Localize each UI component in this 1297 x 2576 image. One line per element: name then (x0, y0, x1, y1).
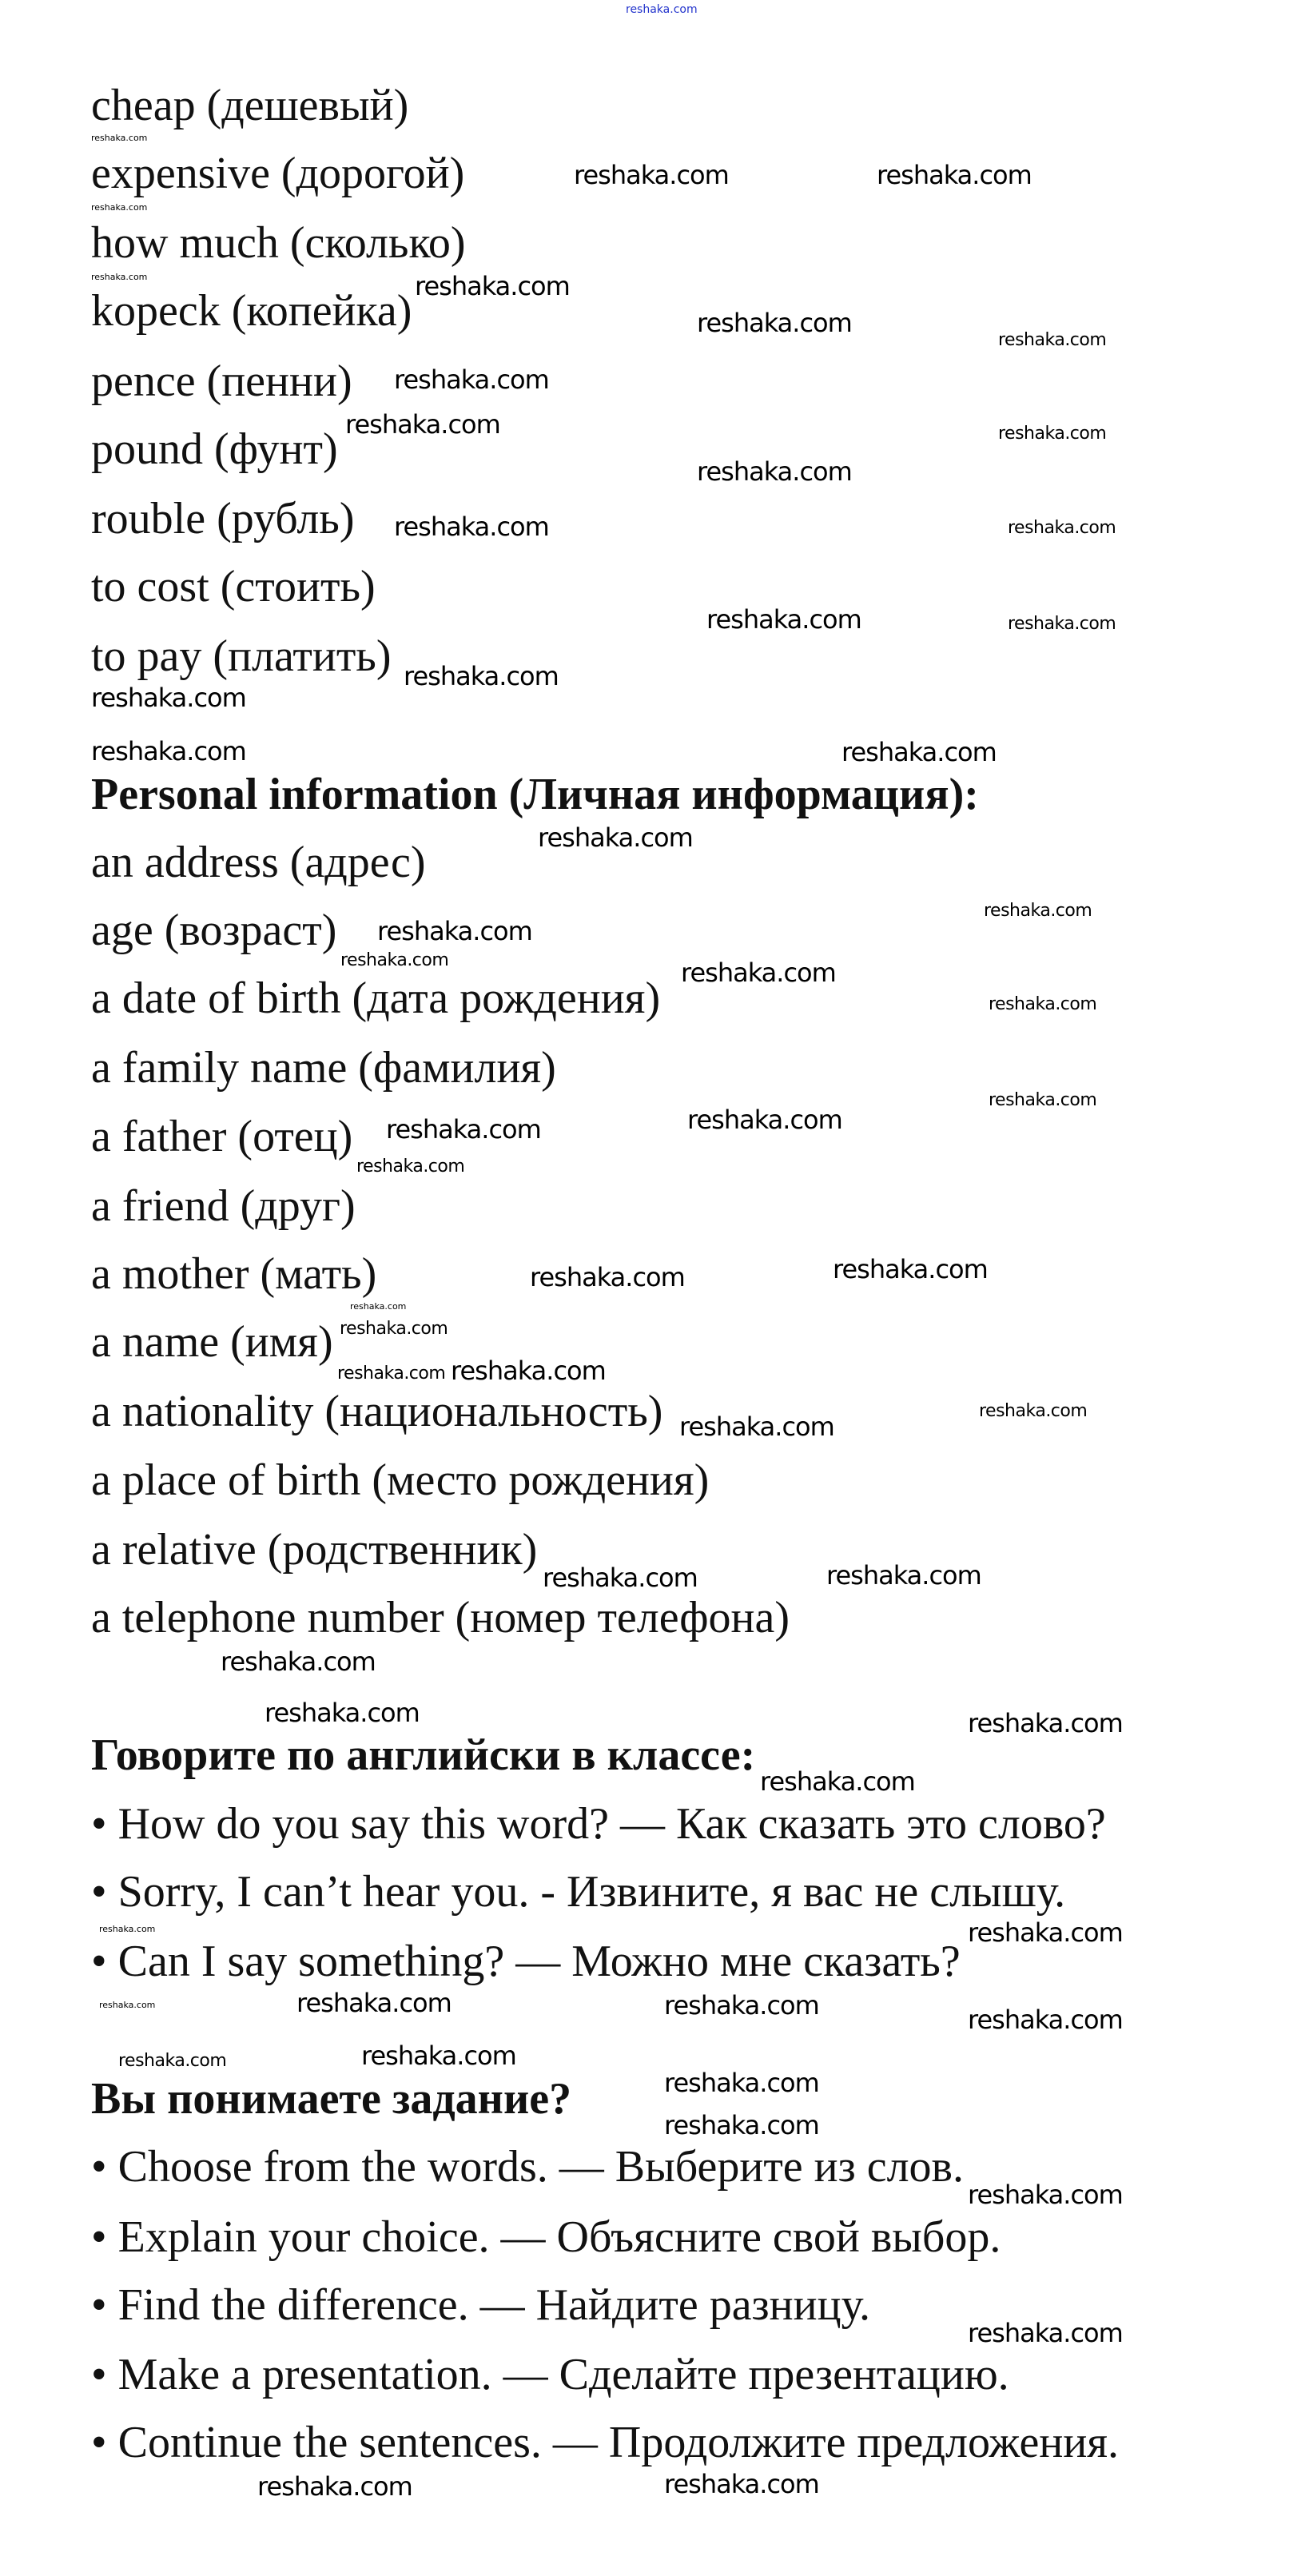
watermark: reshaka.com (679, 1411, 834, 1442)
vocab-item: an address (адрес) (91, 838, 426, 887)
phrase-item: • Find the difference. — Найдите разницу. (91, 2280, 870, 2330)
watermark: reshaka.com (841, 737, 997, 767)
watermark: reshaka.com (350, 1301, 407, 1312)
watermark: reshaka.com (984, 901, 1092, 921)
phrase-item: • Make a presentation. — Сделайте презентацию. (91, 2350, 1009, 2399)
vocab-item: to pay (платить) (91, 631, 392, 681)
vocab-item: a name (имя) (91, 1317, 333, 1367)
vocab-item: a nationality (национальность) (91, 1387, 663, 1436)
watermark: reshaka.com (337, 1364, 446, 1384)
watermark: reshaka.com (697, 456, 852, 487)
section-heading-speak: Говорите по английски в классе: (91, 1730, 756, 1780)
watermark: reshaka.com (377, 916, 532, 946)
watermark: reshaka.com (451, 1356, 606, 1386)
watermark: reshaka.com (91, 683, 246, 713)
vocab-item: expensive (дорогой) (91, 149, 465, 198)
watermark: reshaka.com (356, 1157, 465, 1177)
watermark: reshaka.com (968, 1917, 1123, 1948)
watermark: reshaka.com (968, 2005, 1123, 2035)
watermark: reshaka.com (543, 1563, 698, 1593)
vocab-item: a mother (мать) (91, 1249, 377, 1299)
watermark: reshaka.com (118, 2051, 227, 2071)
phrase-item: • Sorry, I can’t hear you. - Извините, я вас не слышу. (91, 1867, 1066, 1917)
watermark: reshaka.com (979, 1401, 1088, 1421)
watermark: reshaka.com (394, 364, 549, 395)
phrase-item: • Continue the sentences. — Продолжите предложения. (91, 2418, 1120, 2467)
vocab-item: how much (сколько) (91, 218, 466, 268)
watermark: reshaka.com (968, 2318, 1123, 2348)
watermark: reshaka.com (664, 2110, 819, 2140)
watermark: reshaka.com (664, 2068, 819, 2098)
watermark: reshaka.com (681, 958, 836, 988)
vocab-item: pound (фунт) (91, 424, 338, 474)
watermark: reshaka.com (626, 3, 698, 16)
watermark: reshaka.com (265, 1698, 420, 1728)
vocab-item: a date of birth (дата рождения) (91, 973, 661, 1023)
phrase-item: • Explain your choice. — Объясните свой выбор. (91, 2212, 1001, 2262)
vocab-item: a family name (фамилия) (91, 1043, 556, 1093)
watermark: reshaka.com (538, 822, 693, 853)
vocab-item: a friend (друг) (91, 1181, 356, 1231)
vocab-item: rouble (рубль) (91, 494, 355, 543)
watermark: reshaka.com (91, 133, 148, 143)
watermark: reshaka.com (404, 661, 559, 691)
watermark: reshaka.com (989, 994, 1097, 1014)
phrase-item: • How do you say this word? — Как сказать это слово? (91, 1799, 1106, 1849)
watermark: reshaka.com (340, 950, 449, 970)
phrase-item: • Can I say something? — Можно мне сказать? (91, 1937, 961, 1986)
watermark: reshaka.com (664, 1990, 819, 2021)
watermark: reshaka.com (394, 512, 549, 542)
section-heading-personal: Personal information (Личная информация): (91, 770, 979, 819)
watermark: reshaka.com (340, 1319, 448, 1339)
watermark: reshaka.com (415, 271, 570, 301)
watermark: reshaka.com (296, 1988, 452, 2018)
watermark: reshaka.com (998, 330, 1107, 350)
watermark: reshaka.com (877, 160, 1032, 190)
vocab-item: cheap (дешевый) (91, 81, 409, 130)
vocab-item: a place of birth (место рождения) (91, 1455, 710, 1505)
watermark: reshaka.com (99, 2000, 156, 2010)
watermark: reshaka.com (361, 2040, 516, 2071)
watermark: reshaka.com (221, 1646, 376, 1677)
watermark: reshaka.com (664, 2469, 819, 2499)
section-heading-task: Вы понимаете задание? (91, 2074, 572, 2124)
watermark: reshaka.com (91, 202, 148, 213)
phrase-item: • Choose from the words. — Выберите из слов. (91, 2142, 964, 2192)
watermark: reshaka.com (760, 1766, 915, 1797)
watermark: reshaka.com (99, 1924, 156, 1934)
watermark: reshaka.com (530, 1262, 685, 1292)
vocab-item: a relative (родственник) (91, 1525, 538, 1575)
vocab-item: a father (отец) (91, 1112, 353, 1161)
watermark: reshaka.com (91, 272, 148, 282)
vocab-item: age (возраст) (91, 906, 337, 955)
watermark: reshaka.com (574, 160, 729, 190)
watermark: reshaka.com (706, 604, 861, 635)
vocab-item: kopeck (копейка) (91, 286, 412, 336)
watermark: reshaka.com (1008, 614, 1116, 634)
watermark: reshaka.com (833, 1254, 988, 1284)
watermark: reshaka.com (345, 409, 500, 440)
watermark: reshaka.com (257, 2471, 412, 2502)
watermark: reshaka.com (968, 2180, 1123, 2210)
watermark: reshaka.com (687, 1105, 842, 1135)
watermark: reshaka.com (826, 1560, 981, 1591)
vocab-item: a telephone number (номер телефона) (91, 1593, 790, 1642)
vocab-item: to cost (стоить) (91, 562, 376, 611)
watermark: reshaka.com (91, 736, 246, 766)
watermark: reshaka.com (697, 308, 852, 338)
watermark: reshaka.com (989, 1090, 1097, 1110)
watermark: reshaka.com (386, 1114, 541, 1145)
vocab-item: pence (пенни) (91, 356, 352, 406)
watermark: reshaka.com (968, 1708, 1123, 1738)
watermark: reshaka.com (1008, 518, 1116, 538)
watermark: reshaka.com (998, 424, 1107, 444)
